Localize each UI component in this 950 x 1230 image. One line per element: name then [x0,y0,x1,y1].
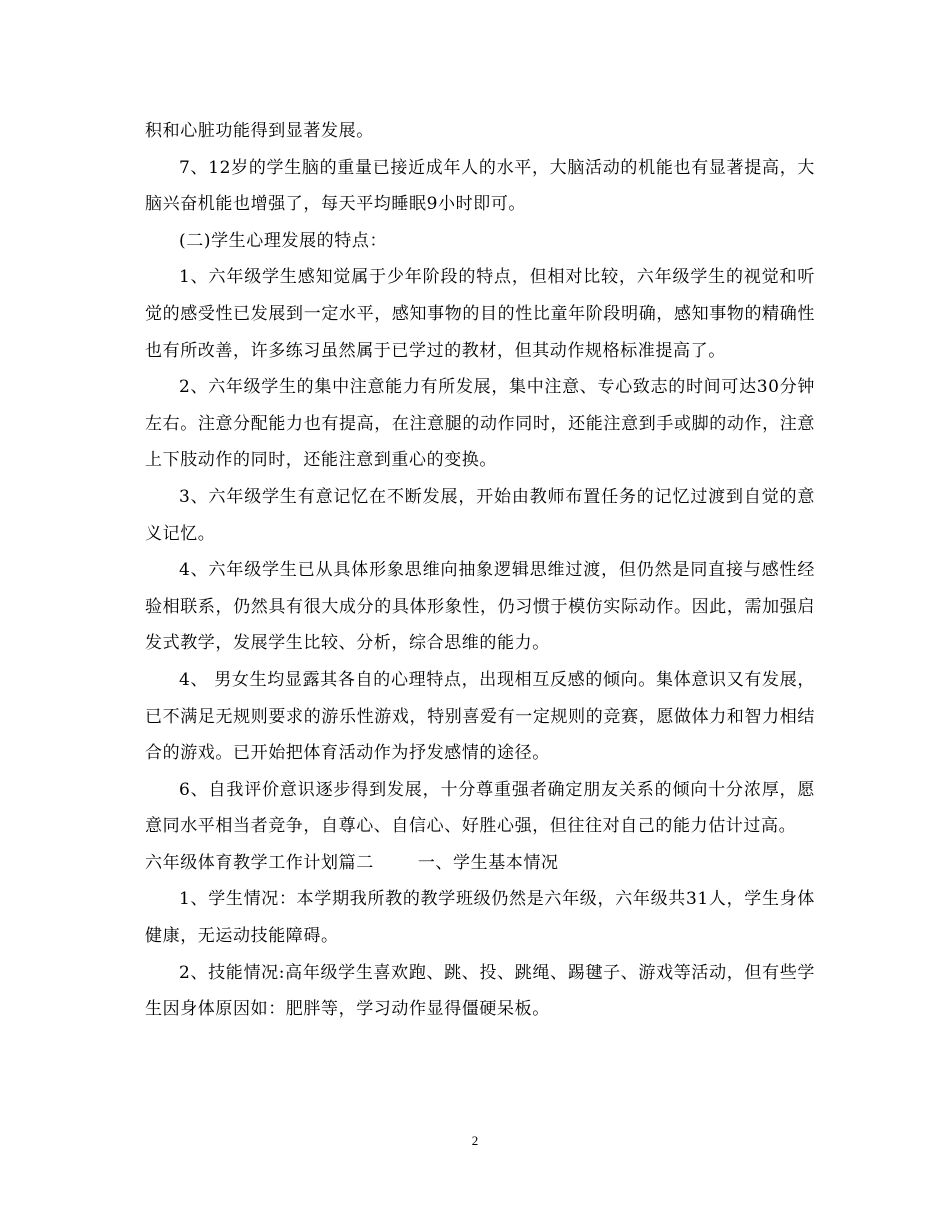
section-subtitle: 一、学生基本情况 [417,852,559,873]
section-heading [145,845,815,882]
paragraph-self-evaluation: 6、自我评价意识逐步得到发展，十分尊重强者确定朋友关系的倾向十分浓厚，愿意同水平相当者竞争，自尊心、自信心、好胜心强，但往往对自己的能力估计过高。 [145,779,815,837]
paragraph-gender-traits: 4、 男女生均显露其各自的心理特点，出现相互反感的倾向。集体意识又有发展，已不满足无规则要求的游乐性游戏，特别喜爱有一定规则的竞赛，愿做体力和智力相结合的游戏。已开始把体育活动作为抒发感情的途径。 [145,669,815,764]
page-number: 2 [471,1133,479,1148]
paragraph-attention: 2、六年级学生的集中注意能力有所发展，集中注意、专心致志的时间可达30分钟左右。注意分配能力也有提高，在注意腿的动作同时，还能注意到手或脚的动作，注意上下肢动作的同时，还能注意到重心的变换。 [145,377,815,471]
paragraph-perception: 1、六年级学生感知觉属于少年阶段的特点，但相对比较，六年级学生的视觉和听觉的感受性已发展到一定水平，感知事物的目的性比童年阶段明确，感知事物的精确性也有所改善，许多练习虽然属于已学过的教材，但其动作规格标准提高了。 [145,267,815,361]
paragraph-brain-development: 7、12岁的学生脑的重量已接近成年人的水平，大脑活动的机能也有显著提高，大脑兴奋机能也增强了，每天平均睡眠9小时即可。 [145,157,815,215]
document-body [145,113,815,1028]
paragraph-memory: 3、六年级学生有意记忆在不断发展，开始由教师布置任务的记忆过渡到自觉的意义记忆。 [145,486,815,544]
paragraph-continuation: 积和心脏功能得到显著发展。 [145,121,374,141]
section-title: 六年级体育教学工作计划篇二 [145,852,374,873]
paragraph-student-situation: 1、学生情况：本学期我所教的教学班级仍然是六年级，六年级共31人，学生身体健康，无运动技能障碍。 [145,889,815,947]
paragraph-thinking: 4、六年级学生已从具体形象思维向抽象逻辑思维过渡，但仍然是同直接与感性经验相联系，仍然具有很大成分的具体形象性，仍习惯于模仿实际动作。因此，需加强启发式教学，发展学生比较、分析，综合思维的能力。 [145,560,815,654]
paragraph-skill-situation: 2、技能情况:高年级学生喜欢跑、跳、投、跳绳、踢毽子、游戏等活动，但有些学生因身体原因如：肥胖等，学习动作显得僵硬呆板。 [145,962,815,1020]
subheading-psychological-traits: (二)学生心理发展的特点： [179,230,388,251]
